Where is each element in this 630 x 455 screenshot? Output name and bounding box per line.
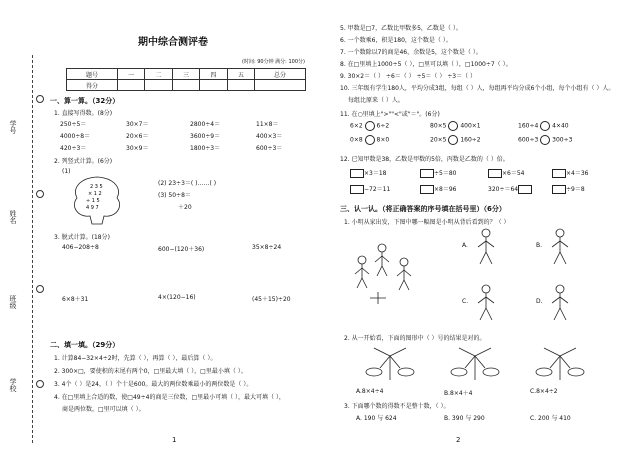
svg-text:× 1 2: × 1 2 bbox=[88, 191, 102, 197]
answer-box[interactable] bbox=[552, 185, 566, 194]
calc-item: 600÷3＝ bbox=[256, 145, 283, 152]
table-cell: 四 bbox=[200, 69, 227, 80]
page-number: 1 bbox=[172, 436, 177, 444]
calc-item: (3) 50÷8＝ bbox=[158, 192, 191, 199]
table-cell[interactable] bbox=[227, 80, 254, 91]
question-text: 每组比原来（ ）人。 bbox=[348, 97, 404, 104]
table-cell: 一 bbox=[117, 69, 144, 80]
question-text: 3. 4个（ ）是24，（ ）个十是600。最大的两位数乘最小的两位数是（ ）。 bbox=[54, 381, 253, 388]
question-text: 10. 三年级有学生180人，平均分成3组，每组（ ）人，每组再平均分成6个小组，每个小组有（ ）人。 bbox=[340, 85, 615, 92]
question-text: 8. 在□里填上1000÷5（ ），□里可以填（ ），□1000÷7（ ）。 bbox=[340, 61, 512, 68]
compare-item: 600÷3 300÷3 bbox=[518, 136, 573, 144]
question-text: 1. 小明从家出发，下图中哪一幅图是小明从背后看到的？（ ） bbox=[344, 219, 510, 226]
calc-item: (2) 23÷3＝( )……( ) bbox=[158, 180, 217, 187]
calc-item: 11×8＝ bbox=[256, 121, 279, 128]
table-cell[interactable] bbox=[117, 80, 144, 91]
table-cell[interactable] bbox=[172, 80, 199, 91]
option-label[interactable]: A.8×4÷4 bbox=[356, 388, 384, 395]
calc-item: 250÷5＝ bbox=[60, 121, 87, 128]
answer-box[interactable] bbox=[518, 185, 532, 194]
option-label[interactable]: C. bbox=[462, 298, 469, 305]
expression: 4×(120−16) bbox=[158, 294, 196, 301]
question-text: 2. 列竖式计算。(6分) bbox=[54, 158, 113, 165]
page-title: 期中综合测评卷 bbox=[138, 37, 208, 48]
question-text: 12. 已知甲数是38，乙数是甲数的5倍，丙数是乙数的（ ）倍。 bbox=[340, 156, 509, 163]
calc-item: 30×9＝ bbox=[126, 145, 149, 152]
fill-item: 320÷＝64 bbox=[488, 184, 532, 194]
compare-item: 6×2 6÷2 bbox=[350, 122, 390, 130]
option-d-figure bbox=[548, 284, 572, 324]
expression: 406−208÷8 bbox=[62, 244, 99, 251]
option-label[interactable]: C. 200 与 410 bbox=[530, 415, 571, 422]
option-label[interactable]: B. 390 与 290 bbox=[444, 415, 485, 422]
table-row bbox=[67, 80, 306, 91]
question-text: 9. 30×2＝（ ） ÷6＝（ ） ÷5＝（ ） ÷3＝（ ） bbox=[340, 73, 476, 80]
answer-box[interactable] bbox=[420, 169, 434, 178]
expression: 600−(120＋36) bbox=[158, 246, 205, 253]
option-label[interactable]: A. bbox=[462, 242, 468, 249]
question-text: 1. 直接写得数。(8分) bbox=[54, 110, 113, 117]
option-a-figure bbox=[474, 228, 498, 268]
expression: 35×8÷24 bbox=[252, 244, 282, 251]
question-text: 3. 脱式计算。(18分) bbox=[54, 234, 110, 241]
calc-item: 2800÷4＝ bbox=[190, 121, 221, 128]
binding-hole bbox=[36, 380, 44, 388]
fill-item: ×3＝18 bbox=[350, 168, 386, 178]
compare-circle[interactable] bbox=[365, 121, 375, 131]
table-row bbox=[67, 69, 306, 80]
answer-box[interactable] bbox=[350, 169, 364, 178]
fill-item: ×6＝54 bbox=[488, 168, 524, 178]
table-cell[interactable] bbox=[145, 80, 172, 91]
question-text: 1. 计算84−32×4÷2时，先算（ ），再算（ ），最后算（ ）。 bbox=[54, 355, 217, 362]
binding-label: 姓名 bbox=[9, 210, 17, 224]
expression: 6×8＋31 bbox=[62, 296, 89, 303]
question-text: 5. 甲数是□7，乙数比甲数多5，乙数是（ ）。 bbox=[340, 25, 462, 32]
calc-item: 20×6＝ bbox=[126, 133, 149, 140]
binding-strip bbox=[0, 0, 44, 455]
calc-item: 4000÷8＝ bbox=[60, 133, 91, 140]
option-label[interactable]: C.8×4÷2 bbox=[530, 388, 558, 395]
question-text: 3. 下面哪个数的得数不是整十数，（ ）。 bbox=[344, 403, 450, 410]
option-b-figure bbox=[548, 228, 572, 268]
question-text: 11. 在○里填上">""<"或"＝"。(6分) bbox=[340, 111, 440, 118]
option-label[interactable]: D. bbox=[536, 298, 543, 305]
compare-circle[interactable] bbox=[365, 135, 375, 145]
table-cell: 题号 bbox=[67, 69, 118, 80]
expression: (45＋15)÷20 bbox=[252, 296, 291, 303]
question-text: 2. 300×□，要使积的末尾有两个0，□里最大填（ ），□里最小填（ ）。 bbox=[54, 368, 247, 375]
binding-label: 学号 bbox=[9, 120, 17, 134]
question-text: 6. 一个数乘6，积是180，这个数是（ ）。 bbox=[340, 37, 452, 44]
section-heading: 三、认一认。（将正确答案的序号填在括号里）（6分） bbox=[340, 205, 506, 213]
page-number: 2 bbox=[456, 436, 461, 444]
calc-item: 420÷3＝ bbox=[60, 145, 87, 152]
compare-circle[interactable] bbox=[448, 135, 458, 145]
calc-item: 400×3＝ bbox=[256, 133, 283, 140]
option-c-figure bbox=[474, 284, 498, 324]
binding-hole bbox=[36, 95, 44, 103]
calc-item: 1800÷3＝ bbox=[190, 145, 221, 152]
answer-box[interactable] bbox=[420, 185, 434, 194]
answer-box[interactable] bbox=[350, 185, 364, 194]
option-label[interactable]: B. bbox=[536, 242, 543, 249]
table-cell[interactable] bbox=[200, 80, 227, 91]
compare-item: 160÷4 4×40 bbox=[518, 122, 569, 130]
exam-meta: (时间: 90分钟 满分: 100分) bbox=[242, 59, 305, 65]
fill-item: −72＝11 bbox=[350, 184, 390, 194]
division-tree-figure bbox=[68, 174, 126, 226]
fill-item: ÷9＝8 bbox=[552, 184, 585, 194]
binding-label: 学校 bbox=[9, 378, 17, 392]
binding-label: 班级 bbox=[9, 295, 17, 309]
compare-item: 20×5 160÷2 bbox=[430, 136, 481, 144]
question-text: 2. 从一开始看，下面的图形中（ ）号的结果是对的。 bbox=[344, 335, 486, 342]
option-label[interactable]: A. 190 与 624 bbox=[356, 415, 397, 422]
sub-label: (1) bbox=[62, 168, 71, 175]
plant-groups-figure bbox=[350, 344, 600, 384]
compare-item: 80×5 400×1 bbox=[430, 122, 481, 130]
compare-item: 0×8 8×0 bbox=[350, 136, 390, 144]
calc-item: ＋20 bbox=[178, 204, 192, 211]
calc-item: 3600÷9＝ bbox=[190, 133, 221, 140]
binding-cut-line bbox=[32, 55, 33, 443]
answer-box[interactable] bbox=[552, 169, 566, 178]
option-label[interactable]: B.8×4＋4 bbox=[444, 390, 473, 397]
svg-text:2 3 5: 2 3 5 bbox=[90, 184, 103, 190]
section-heading: 一、算一算。（32分） bbox=[50, 97, 120, 105]
table-cell: 得分 bbox=[67, 80, 118, 91]
answer-box[interactable] bbox=[488, 169, 502, 178]
table-cell: 总分 bbox=[255, 69, 306, 80]
question-text: 4. 在□里填上合适的数，使□49÷4的商是三位数，□里最小可填（ ），最大可填（ ）， bbox=[54, 394, 285, 401]
table-cell[interactable] bbox=[255, 80, 306, 91]
compare-circle[interactable] bbox=[540, 121, 550, 131]
calc-item: 30×7＝ bbox=[126, 121, 149, 128]
section-heading: 二、填一填。（29分） bbox=[50, 341, 120, 349]
question-text: 7. 一个数除以7的商是46，余数是5，这个数是（ ）。 bbox=[340, 49, 482, 56]
question-text: 商是两位数，□里可以填（ ）。 bbox=[62, 406, 145, 413]
fill-item: ×8＝96 bbox=[420, 184, 456, 194]
table-cell: 五 bbox=[227, 69, 254, 80]
svg-text:4 9 7: 4 9 7 bbox=[86, 205, 99, 211]
children-scene-figure bbox=[350, 228, 420, 308]
fill-item: ×4＝36 bbox=[552, 168, 588, 178]
svg-text:÷ 1 5: ÷ 1 5 bbox=[86, 198, 100, 204]
binding-hole bbox=[36, 190, 44, 198]
binding-hole bbox=[36, 285, 44, 293]
score-table bbox=[66, 68, 306, 91]
compare-circle[interactable] bbox=[540, 135, 550, 145]
table-cell: 三 bbox=[172, 69, 199, 80]
fill-item: ÷5＝80 bbox=[420, 168, 456, 178]
compare-circle[interactable] bbox=[448, 121, 458, 131]
table-cell: 二 bbox=[145, 69, 172, 80]
